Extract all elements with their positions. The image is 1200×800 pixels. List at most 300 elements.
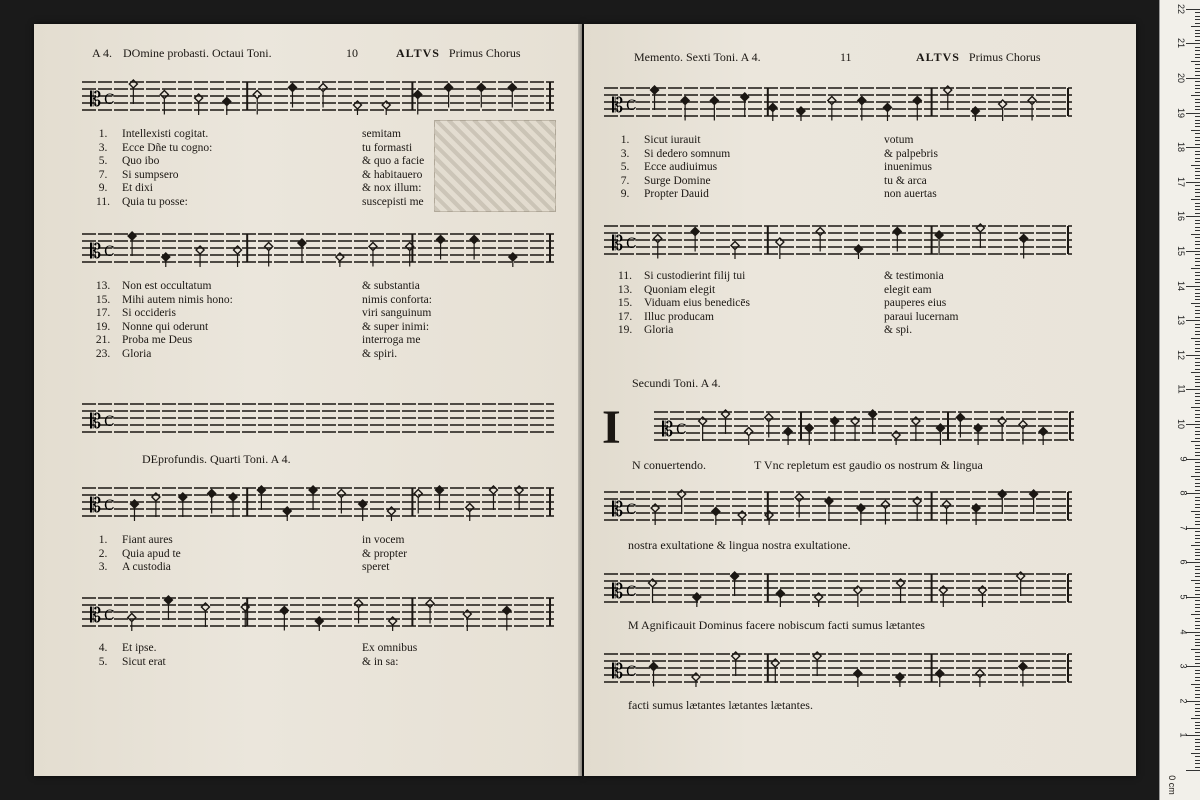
ruler-tick xyxy=(1195,448,1200,449)
ruler-tick xyxy=(1195,410,1200,411)
ruler-tick xyxy=(1195,725,1200,726)
ruler-tick xyxy=(1195,767,1200,768)
verse-row xyxy=(84,196,542,210)
svg-text:𝄡: 𝄡 xyxy=(90,409,102,433)
ruler-tick xyxy=(1191,303,1200,304)
ruler-tick xyxy=(1195,486,1200,487)
svg-text:C: C xyxy=(626,502,637,518)
ruler-tick xyxy=(1186,320,1200,321)
ruler-tick xyxy=(1195,16,1200,17)
ruler-tick xyxy=(1195,763,1200,764)
svg-text:𝄡: 𝄡 xyxy=(90,603,102,627)
ruler-tick xyxy=(1195,50,1200,51)
ruler-tick xyxy=(1195,524,1200,525)
left-page xyxy=(34,24,582,776)
ruler-tick xyxy=(1195,348,1200,349)
music-staff xyxy=(604,568,1072,608)
verse-text: Nonne qui oderunt xyxy=(122,320,209,333)
verse-continuation: & in sa: xyxy=(362,655,399,668)
verse-row xyxy=(84,561,542,575)
verse-row xyxy=(606,311,1064,325)
book-spread xyxy=(34,24,1140,780)
ruler-tick xyxy=(1195,628,1200,629)
ruler-tick xyxy=(1195,756,1200,757)
verse-row xyxy=(84,128,542,142)
verse-continuation: inuenimus xyxy=(884,161,932,174)
ruler-tick xyxy=(1191,95,1200,96)
ruler-label: 4 xyxy=(1178,629,1189,635)
lyric-line: M Agnificauit Dominus facere nobiscum facti sumus lætantes xyxy=(628,618,925,632)
svg-text:C: C xyxy=(104,498,115,514)
verse-continuation: suscepisti me xyxy=(362,195,424,208)
ruler-tick xyxy=(1195,542,1200,543)
ruler-tick xyxy=(1195,386,1200,387)
verse-text: Si sumpsero xyxy=(122,168,179,181)
ruler-tick xyxy=(1195,206,1200,207)
verse-row xyxy=(84,656,542,670)
verse-number: 5. xyxy=(620,161,630,174)
ruler-unit: 0 cm xyxy=(1166,775,1177,795)
ruler-tick xyxy=(1195,552,1200,553)
ruler-tick xyxy=(1195,161,1200,162)
ruler-tick xyxy=(1195,656,1200,657)
svg-text:𝄡: 𝄡 xyxy=(612,579,624,603)
ruler-tick xyxy=(1195,566,1200,567)
verse-text: Et dixi xyxy=(122,182,153,195)
ruler-tick xyxy=(1195,154,1200,155)
verse-text: Illuc producam xyxy=(644,310,714,323)
ruler-tick xyxy=(1195,639,1200,640)
verse-row xyxy=(84,294,542,308)
ruler-tick xyxy=(1195,452,1200,453)
verse-number: 13. xyxy=(617,283,633,296)
verse-list xyxy=(606,270,1064,338)
ruler-tick xyxy=(1195,555,1200,556)
ruler-tick xyxy=(1195,178,1200,179)
verse-row xyxy=(606,324,1064,338)
ruler-tick xyxy=(1186,424,1200,425)
svg-text:C: C xyxy=(626,664,637,680)
ruler-tick xyxy=(1195,760,1200,761)
svg-text:C: C xyxy=(104,608,115,624)
ruler-tick xyxy=(1195,47,1200,48)
ruler-tick xyxy=(1191,614,1200,615)
ruler-label: 9 xyxy=(1178,456,1189,462)
verse-row xyxy=(84,169,542,183)
music-staff xyxy=(604,648,1072,688)
verse-continuation: & habitauero xyxy=(362,168,423,181)
ruler-tick xyxy=(1195,254,1200,255)
music-staff xyxy=(82,482,554,522)
ruler-label: 10 xyxy=(1175,418,1186,430)
verse-row xyxy=(84,280,542,294)
ruler-tick xyxy=(1195,445,1200,446)
ruler-tick xyxy=(1191,511,1200,512)
ruler-tick xyxy=(1195,12,1200,13)
ruler-tick xyxy=(1195,71,1200,72)
ruler-tick xyxy=(1195,75,1200,76)
lyric-line: T Vnc repletum est gaudio os nostrum & lingua xyxy=(754,458,983,472)
verse-number: 1. xyxy=(98,534,108,546)
music-staff xyxy=(82,592,554,632)
verse-text: Sicut iurauit xyxy=(644,134,701,146)
ruler-tick xyxy=(1195,618,1200,619)
ruler-tick xyxy=(1186,251,1200,252)
ruler-tick xyxy=(1191,372,1200,373)
verse-continuation: votum xyxy=(884,134,914,146)
verse-number: 11. xyxy=(618,270,632,282)
verse-number: 1. xyxy=(98,128,108,140)
verse-number: 9. xyxy=(620,188,630,201)
ruler-tick xyxy=(1195,126,1200,127)
ruler-tick xyxy=(1195,296,1200,297)
verse-row xyxy=(84,348,542,362)
ruler-tick xyxy=(1195,92,1200,93)
verse-list xyxy=(84,128,542,210)
ruler-label: 1 xyxy=(1178,732,1189,738)
ruler-tick xyxy=(1195,535,1200,536)
verse-text: Viduam eius benedicēs xyxy=(644,297,750,310)
ruler-tick xyxy=(1195,673,1200,674)
ruler-tick xyxy=(1195,635,1200,636)
verse-continuation: & quo a facie xyxy=(362,155,425,168)
ruler-tick xyxy=(1195,227,1200,228)
verse-continuation: & propter xyxy=(362,547,408,560)
ruler-tick xyxy=(1195,576,1200,577)
ruler-tick xyxy=(1195,507,1200,508)
svg-text:C: C xyxy=(626,584,637,600)
ruler-tick xyxy=(1195,120,1200,121)
ruler-tick xyxy=(1195,497,1200,498)
ruler-tick xyxy=(1195,690,1200,691)
voice-label: ALTVS xyxy=(916,50,960,64)
ruler-label: 8 xyxy=(1178,490,1189,496)
ruler-tick xyxy=(1195,417,1200,418)
verse-row xyxy=(84,534,542,548)
ruler-tick xyxy=(1195,504,1200,505)
verse-continuation: semitam xyxy=(362,128,401,140)
ruler-tick xyxy=(1195,248,1200,249)
ruler-tick xyxy=(1195,237,1200,238)
ruler-tick xyxy=(1186,78,1200,79)
verse-text: Quia tu posse: xyxy=(122,195,188,208)
verse-continuation: nimis conforta: xyxy=(362,293,432,306)
ruler-tick xyxy=(1195,220,1200,221)
ruler-tick xyxy=(1195,171,1200,172)
ruler-tick xyxy=(1195,133,1200,134)
ruler-tick xyxy=(1186,113,1200,114)
ruler-tick xyxy=(1195,293,1200,294)
ruler-label: 2 xyxy=(1178,698,1189,704)
verse-number: 5. xyxy=(98,155,108,168)
ruler-tick xyxy=(1195,438,1200,439)
ruler-tick xyxy=(1195,462,1200,463)
ruler-tick xyxy=(1195,265,1200,266)
chorus-label: Primus Chorus xyxy=(968,50,1041,64)
ruler-tick xyxy=(1195,600,1200,601)
verse-continuation: tu formasti xyxy=(362,141,413,154)
svg-text:𝄡: 𝄡 xyxy=(90,87,102,111)
verse-number: 3. xyxy=(98,141,108,154)
ruler-tick xyxy=(1195,85,1200,86)
verse-text: Intellexisti cogitat. xyxy=(122,128,209,140)
page-number: 10 xyxy=(346,46,358,60)
ruler-tick xyxy=(1195,400,1200,401)
ruler-tick xyxy=(1191,580,1200,581)
ruler-tick xyxy=(1195,116,1200,117)
ruler-label: 18 xyxy=(1175,142,1186,153)
svg-text:𝄡: 𝄡 xyxy=(612,93,624,117)
svg-text:C: C xyxy=(104,414,115,430)
section-title: DOmine probasti. Octaui Toni. xyxy=(123,46,272,60)
verse-continuation: & spiri. xyxy=(362,347,398,360)
ruler-tick xyxy=(1195,517,1200,518)
ruler-tick xyxy=(1195,36,1200,37)
page-number: 11 xyxy=(840,50,852,64)
right-page xyxy=(584,24,1136,776)
ruler-tick xyxy=(1195,351,1200,352)
ruler-tick xyxy=(1195,670,1200,671)
verse-continuation: viri sanguinum xyxy=(362,307,432,320)
ruler-tick xyxy=(1195,57,1200,58)
verse-number: 7. xyxy=(620,174,630,187)
verse-text: Quo ibo xyxy=(122,155,160,168)
verse-text: A custodia xyxy=(122,561,171,574)
ruler-label: 19 xyxy=(1175,107,1186,118)
ruler-tick xyxy=(1191,684,1200,685)
ruler-tick xyxy=(1195,19,1200,20)
verse-row xyxy=(606,284,1064,298)
verse-row xyxy=(84,321,542,335)
ruler-label: 17 xyxy=(1175,176,1186,187)
ruler-tick xyxy=(1195,306,1200,307)
ruler-tick xyxy=(1195,144,1200,145)
lyric-line: facti sumus lætantes lætantes lætantes. xyxy=(628,698,813,712)
ruler-tick xyxy=(1195,275,1200,276)
verse-text: Si dedero somnum xyxy=(644,147,731,160)
ruler-tick xyxy=(1195,192,1200,193)
verse-row xyxy=(84,548,542,562)
ruler-tick xyxy=(1195,123,1200,124)
ruler-tick xyxy=(1191,26,1200,27)
ruler-tick xyxy=(1195,749,1200,750)
svg-text:C: C xyxy=(104,92,115,108)
ruler-label: 16 xyxy=(1175,211,1186,222)
ruler-tick xyxy=(1186,182,1200,183)
ruler-tick xyxy=(1195,538,1200,539)
ruler-tick xyxy=(1195,102,1200,103)
ruler-tick xyxy=(1195,594,1200,595)
ruler-tick xyxy=(1186,43,1200,44)
verse-text: Si custodierint filij tui xyxy=(644,270,746,282)
ruler-tick xyxy=(1195,621,1200,622)
verse-row xyxy=(84,307,542,321)
ruler-tick xyxy=(1195,607,1200,608)
ruler-tick xyxy=(1195,344,1200,345)
ruler-tick xyxy=(1195,711,1200,712)
ruler-tick xyxy=(1195,81,1200,82)
voice-chorus xyxy=(916,50,1041,65)
verse-number: 1. xyxy=(620,134,630,146)
verse-text: Et ipse. xyxy=(122,642,157,654)
ruler-tick xyxy=(1195,697,1200,698)
verse-continuation: & testimonia xyxy=(884,270,944,282)
svg-text:𝄡: 𝄡 xyxy=(612,231,624,255)
verse-number: 19. xyxy=(617,324,633,337)
ruler-tick xyxy=(1195,393,1200,394)
ruler-tick xyxy=(1191,268,1200,269)
ruler-tick xyxy=(1195,185,1200,186)
ruler-tick xyxy=(1195,324,1200,325)
ruler-label: 15 xyxy=(1175,245,1186,257)
ruler-tick xyxy=(1195,403,1200,404)
voice-chorus xyxy=(396,46,521,61)
ruler-tick xyxy=(1195,30,1200,31)
verse-text: Gloria xyxy=(644,324,674,337)
ruler-tick xyxy=(1195,659,1200,660)
ruler-tick xyxy=(1195,742,1200,743)
music-staff xyxy=(654,406,1074,446)
drop-cap: I xyxy=(602,401,621,454)
svg-text:C: C xyxy=(626,236,637,252)
ruler-tick xyxy=(1195,549,1200,550)
verse-continuation: paraui lucernam xyxy=(884,310,959,323)
ruler-label: 13 xyxy=(1175,315,1186,326)
verse-text: Mihi autem nimis hono: xyxy=(122,293,233,306)
verse-number: 5. xyxy=(98,655,108,668)
ruler-tick xyxy=(1191,199,1200,200)
ruler-tick xyxy=(1195,680,1200,681)
ruler-tick xyxy=(1195,559,1200,560)
ruler-tick xyxy=(1191,649,1200,650)
verse-text: Propter Dauid xyxy=(644,188,709,201)
ruler-tick xyxy=(1195,677,1200,678)
ruler-tick xyxy=(1195,469,1200,470)
measurement-ruler xyxy=(1159,0,1200,800)
verse-number: 7. xyxy=(98,168,108,181)
ruler-tick xyxy=(1195,466,1200,467)
verse-text: Sicut erat xyxy=(122,655,166,668)
verse-row xyxy=(84,334,542,348)
ruler-tick xyxy=(1191,718,1200,719)
music-staff xyxy=(82,398,554,438)
verse-number: 19. xyxy=(95,320,111,333)
ruler-tick xyxy=(1195,334,1200,335)
ruler-tick xyxy=(1191,338,1200,339)
ruler-tick xyxy=(1195,230,1200,231)
verse-list xyxy=(84,642,542,669)
section2-title: DEprofundis. Quarti Toni. A 4. xyxy=(142,452,291,466)
verse-number: 2. xyxy=(98,547,108,560)
ruler-tick xyxy=(1195,23,1200,24)
ruler-tick xyxy=(1195,472,1200,473)
verse-number: 21. xyxy=(95,334,111,347)
ruler-tick xyxy=(1195,376,1200,377)
ruler-tick xyxy=(1195,327,1200,328)
ruler-tick xyxy=(1195,645,1200,646)
verse-text: Quoniam elegit xyxy=(644,283,716,296)
verse-number: 17. xyxy=(617,310,633,323)
ruler-tick xyxy=(1195,272,1200,273)
ruler-tick xyxy=(1195,358,1200,359)
verse-text: Fiant aures xyxy=(122,534,173,546)
verse-list xyxy=(84,534,542,575)
ruler-tick xyxy=(1195,573,1200,574)
verse-list xyxy=(606,134,1064,202)
verse-number: 13. xyxy=(95,280,111,292)
verse-text: Ecce Dñe tu cogno: xyxy=(122,141,213,154)
ruler-tick xyxy=(1195,223,1200,224)
verse-row xyxy=(606,148,1064,162)
ruler-tick xyxy=(1195,642,1200,643)
verse-row xyxy=(84,142,542,156)
verse-continuation: Ex omnibus xyxy=(362,642,418,654)
ruler-label: 20 xyxy=(1175,72,1186,84)
ruler-tick xyxy=(1195,282,1200,283)
ruler-tick xyxy=(1195,54,1200,55)
ruler-tick xyxy=(1195,317,1200,318)
ruler-tick xyxy=(1186,389,1200,390)
ruler-tick xyxy=(1195,490,1200,491)
svg-text:𝄡: 𝄡 xyxy=(612,659,624,683)
verse-continuation: elegit eam xyxy=(884,283,932,296)
ruler-tick xyxy=(1191,441,1200,442)
verse-text: Si occideris xyxy=(122,307,176,320)
verse-text: Non est occultatum xyxy=(122,280,212,292)
ruler-tick xyxy=(1195,704,1200,705)
ruler-tick xyxy=(1195,140,1200,141)
verse-continuation: pauperes eius xyxy=(884,297,947,310)
verse-row xyxy=(84,642,542,656)
ruler-tick xyxy=(1195,106,1200,107)
ruler-tick xyxy=(1195,396,1200,397)
ruler-tick xyxy=(1195,583,1200,584)
verse-number: 23. xyxy=(95,347,111,360)
ruler-tick xyxy=(1195,500,1200,501)
ruler-tick xyxy=(1195,455,1200,456)
ruler-tick xyxy=(1195,625,1200,626)
svg-text:C: C xyxy=(676,422,687,438)
ruler-label: 14 xyxy=(1175,280,1186,291)
ruler-tick xyxy=(1195,362,1200,363)
ruler-label: 22 xyxy=(1175,3,1186,14)
verse-text: Surge Domine xyxy=(644,174,711,187)
ruler-tick xyxy=(1195,414,1200,415)
ruler-tick xyxy=(1195,708,1200,709)
music-staff xyxy=(604,486,1072,526)
verse-continuation: & substantia xyxy=(362,280,420,292)
ruler-tick xyxy=(1195,732,1200,733)
ruler-label: 5 xyxy=(1178,594,1189,600)
svg-text:𝄡: 𝄡 xyxy=(90,239,102,263)
ruler-tick xyxy=(1186,216,1200,217)
ruler-tick xyxy=(1195,109,1200,110)
ruler-tick xyxy=(1186,770,1200,771)
verse-number: 9. xyxy=(98,182,108,195)
verse-continuation: tu & arca xyxy=(884,174,927,187)
verse-continuation: in vocem xyxy=(362,534,405,546)
verse-number: 15. xyxy=(617,297,633,310)
music-staff xyxy=(82,228,554,268)
verse-row xyxy=(606,270,1064,284)
ruler-tick xyxy=(1195,369,1200,370)
verse-row xyxy=(84,155,542,169)
ruler-tick xyxy=(1195,365,1200,366)
ruler-tick xyxy=(1191,165,1200,166)
ruler-label: 21 xyxy=(1175,38,1186,49)
ruler-tick xyxy=(1191,130,1200,131)
ruler-tick xyxy=(1191,753,1200,754)
